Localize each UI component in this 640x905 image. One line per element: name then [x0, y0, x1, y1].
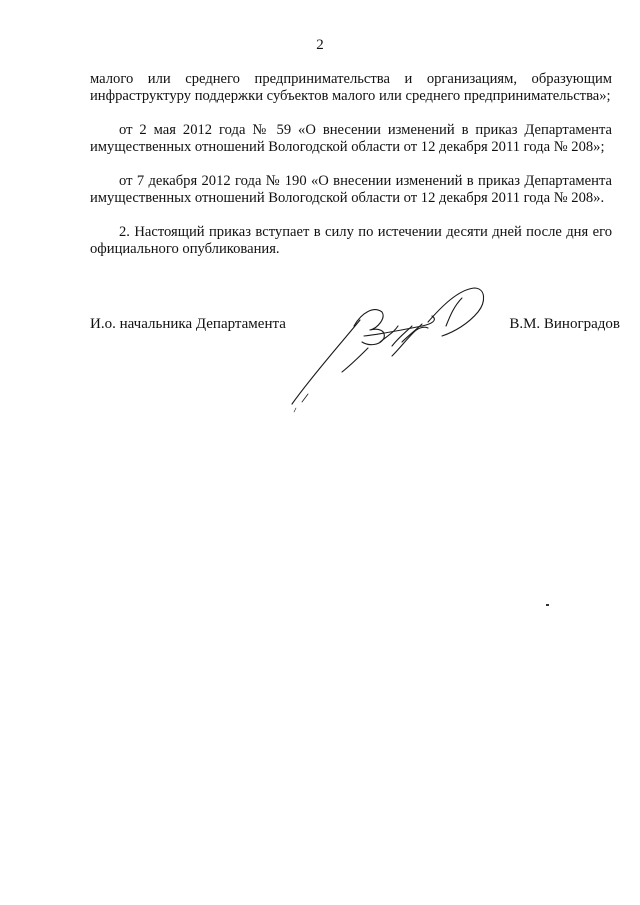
scan-artifact	[546, 604, 549, 606]
handwritten-signature	[282, 276, 492, 416]
paragraph-continuation: малого или среднего предпринимательства и организациям, образующим инфраструктуру поддержки субъектов малого или среднего предпринимательства»;	[90, 71, 612, 104]
paragraph-effective-date: 2. Настоящий приказ вступает в силу по истечении десяти дней после дня его официального опубликования.	[90, 224, 612, 257]
paragraph-order-may-2012: от 2 мая 2012 года № 59 «О внесении изменений в приказ Департамента имущественных отношений Вологодской области от 12 декабря 2011 года № 208»;	[90, 122, 612, 155]
page-number: 2	[316, 37, 324, 53]
paragraph-order-dec-2012: от 7 декабря 2012 года № 190 «О внесении изменений в приказ Департамента имущественных отношений Вологодской области от 12 декабря 2011 года № 208».	[90, 173, 612, 206]
signatory-position: И.о. начальника Департамента	[90, 316, 286, 332]
signatory-name: В.М. Виноградов	[509, 316, 620, 332]
